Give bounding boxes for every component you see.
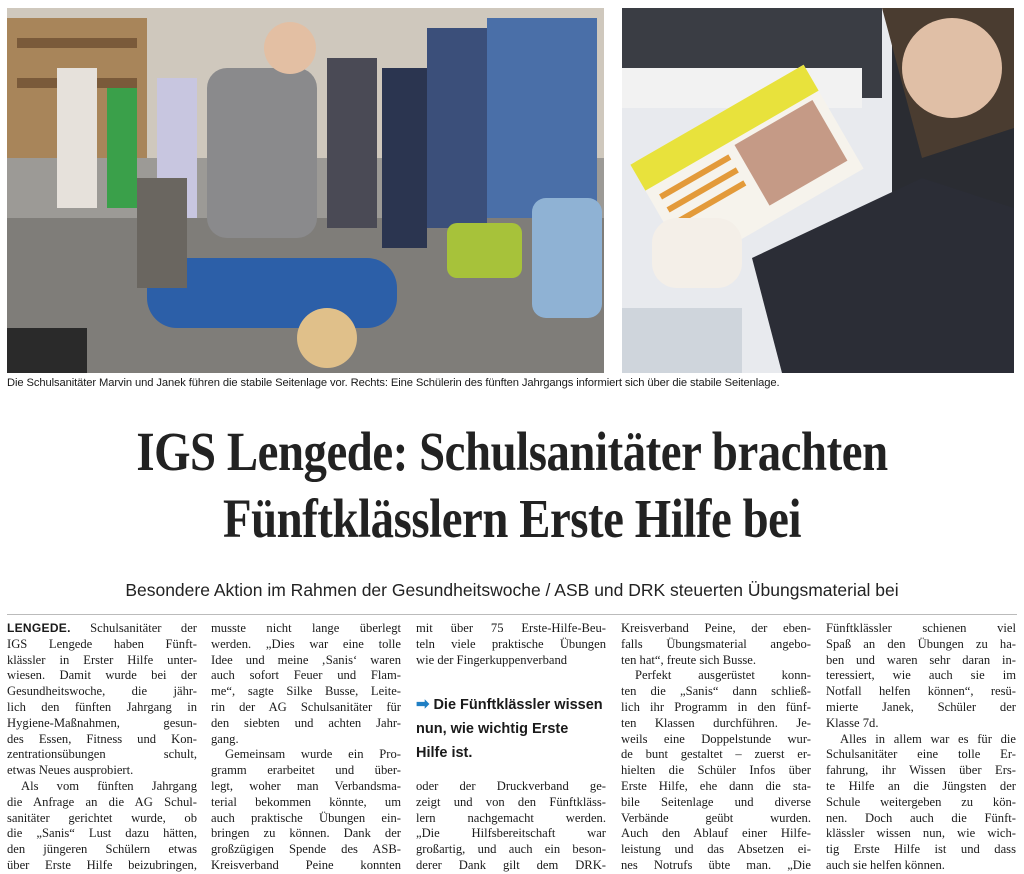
column-line: mit über 75 Erste-Hilfe-Beu- — [416, 621, 606, 635]
column-line: LENGEDE. Schulsanitäter der — [7, 621, 197, 635]
column-line: Hygiene-Maßnahmen, gesun- — [7, 715, 197, 730]
column-line: Kreisverband Peine, der eben- — [621, 621, 811, 635]
column-line: lich ihr Programm in den fünf- — [621, 699, 811, 714]
column-line: me“, sagte Silke Busse, Leite- — [211, 684, 401, 699]
pull-quote-line-1: Die Fünftklässler wissen — [433, 697, 603, 713]
column-line: sanitäter gerichtet wurde, ob — [7, 810, 197, 825]
subheadline: Besondere Aktion im Rahmen der Gesundheitswoche / ASB und DRK steuerten Übungsmaterial bei — [125, 580, 899, 600]
photo-right-image — [622, 8, 1014, 373]
column-line: den jüngeren Schülern etwas — [7, 842, 197, 857]
column-line: lich den fünften Jahrgang in — [7, 699, 197, 714]
column-line: Spaß an den Übungen zu ha- — [826, 636, 1016, 651]
pull-quote-line-2: nun, wie wichtig Erste — [416, 721, 569, 737]
column-line: Kreisverband Peine konnten — [211, 857, 401, 872]
column-line: tig Erste Hilfe ist und dass — [826, 842, 1016, 857]
column-line: te Hilfe an die Jüngsten der — [826, 778, 1016, 793]
column-line: lern nachgemacht werden. — [416, 810, 606, 825]
arrow-right-icon: ➡ — [416, 696, 430, 713]
column-line: ten die „Sanis“ dann schließ- — [621, 684, 811, 699]
column-line: werden. „Dies war eine tolle — [211, 636, 401, 651]
column-line: mierte Janek, Schüler der — [826, 699, 1016, 714]
column-line: des Essen, Fitness und Kon- — [7, 731, 197, 746]
dateline: LENGEDE. — [7, 621, 71, 635]
column-line: bringen zu können. Dank der — [211, 826, 401, 841]
column-line: klässler in Erster Hilfe unter- — [7, 652, 197, 667]
column-line: „Die Hilfsbereitschaft war — [416, 826, 606, 841]
column-line: Idee und meine ‚Sanis‘ waren — [211, 652, 401, 667]
column-line: zeigt und von den Fünftkläss- — [416, 794, 606, 809]
column-line: falls Übungsmaterial angebo- — [621, 636, 811, 651]
column-line: etwas Neues ausprobiert. — [7, 763, 134, 778]
column-line: bile Seitenlage und diverse — [621, 794, 811, 809]
column-line: Perfekt ausgerüstet konn- — [635, 668, 811, 683]
column-line: fahrung, ihr Wissen über Ers- — [826, 763, 1016, 778]
column-line: musste nicht lange überlegt — [211, 621, 401, 635]
column-line: ben und waren sehr daran in- — [826, 652, 1016, 667]
column-line: Auch den Ablauf einer Hilfe- — [621, 826, 811, 841]
column-line: wiesen. Damit wurde bei der — [7, 668, 197, 683]
headline-line-1: IGS Lengede: Schulsanitäter brachten — [136, 421, 888, 482]
photo-left-image — [7, 8, 604, 373]
column-line: nes Notrufs übte man. „Die — [621, 857, 811, 872]
column-5 — [826, 621, 1016, 874]
divider — [7, 614, 1017, 615]
column-line: auch sofort Feuer und Flam- — [211, 668, 401, 683]
column-line: Notfall helfen können“, resü- — [826, 684, 1016, 699]
column-line: teressiert, wie auch sie im — [826, 668, 1016, 683]
column-line: Alles in allem war es für die — [840, 731, 1016, 746]
column-line: zentrationsübungen schult, — [7, 747, 197, 762]
column-line: derer Dank gilt dem DRK- — [416, 857, 606, 872]
column-line: gramm erarbeitet und über- — [211, 763, 401, 778]
column-line: auch praktische Übungen ein- — [211, 810, 401, 825]
column-line: Gemeinsam wurde ein Pro- — [225, 747, 401, 762]
photo-left — [7, 8, 604, 373]
column-line: hielten die Schüler Infos über — [621, 763, 811, 778]
column-3 — [416, 621, 606, 668]
column-3-continued — [416, 779, 606, 874]
column-line: über Erste Hilfe beizubringen, — [7, 857, 197, 872]
column-line: oder der Druckverband ge- — [416, 779, 606, 793]
photo-right — [622, 8, 1014, 373]
column-line: Als vom fünften Jahrgang — [21, 778, 197, 793]
column-line: de bunt gestaltet – zuerst er- — [621, 747, 811, 762]
pull-quote — [416, 693, 606, 765]
column-line: ten hat“, freute sich Busse. — [621, 652, 756, 667]
column-line: terial bekommen könnte, um — [211, 794, 401, 809]
column-line: klässler wissen nun, wie wich- — [826, 826, 1016, 841]
column-2 — [211, 621, 401, 874]
column-line: nen. Doch auch die Fünft- — [826, 810, 1016, 825]
column-line: wie der Fingerkuppenverband — [416, 652, 568, 667]
column-line: Schulsanitäter eine tolle Er- — [826, 747, 1016, 762]
column-line: teln viele praktische Übungen — [416, 636, 606, 651]
column-line: Verbände geübt wurden. — [621, 810, 811, 825]
pull-quote-line-3: Hilfe ist. — [416, 745, 473, 761]
column-line: Gesundheitswoche, die jähr- — [7, 684, 197, 699]
column-line: den siebten und achten Jahr- — [211, 715, 401, 730]
column-line: ten Klassen durchführen. Je- — [621, 715, 811, 730]
column-4 — [621, 621, 811, 874]
column-line: Klasse 7d. — [826, 715, 879, 730]
column-line: IGS Lengede haben Fünft- — [7, 636, 197, 651]
column-line: weils eine Doppelstunde wur- — [621, 731, 811, 746]
column-line: auch sie helfen können. — [826, 857, 945, 872]
column-1 — [7, 621, 197, 874]
column-line: Schule weitergeben zu kön- — [826, 794, 1016, 809]
headline-line-2: Fünftklässlern Erste Hilfe bei — [222, 488, 802, 549]
column-line: Erste Hilfe, ehe dann die sta- — [621, 778, 811, 793]
column-line: leistung und das Absetzen ei- — [621, 842, 811, 857]
column-line: legt, woher man Verbandsma- — [211, 778, 401, 793]
photo-caption: Die Schulsanitäter Marvin und Janek führen die stabile Seitenlage vor. Rechts: Eine Schülerin des fünften Jahrgangs informiert sich über die stabile Seitenlage. — [7, 377, 780, 389]
column-line: gang. — [211, 731, 239, 746]
column-line: die „Sanis“ Lust dazu hätten, — [7, 826, 197, 841]
column-line: großartig, und auch ein beson- — [416, 842, 606, 857]
headline — [0, 418, 1024, 552]
column-line: großzügigen Spende des ASB- — [211, 842, 401, 857]
column-line: Fünftklässler schienen viel — [826, 621, 1016, 635]
column-line: die Anfrage an die AG Schul- — [7, 794, 197, 809]
column-line: rin der AG Schulsanitäter für — [211, 699, 401, 714]
